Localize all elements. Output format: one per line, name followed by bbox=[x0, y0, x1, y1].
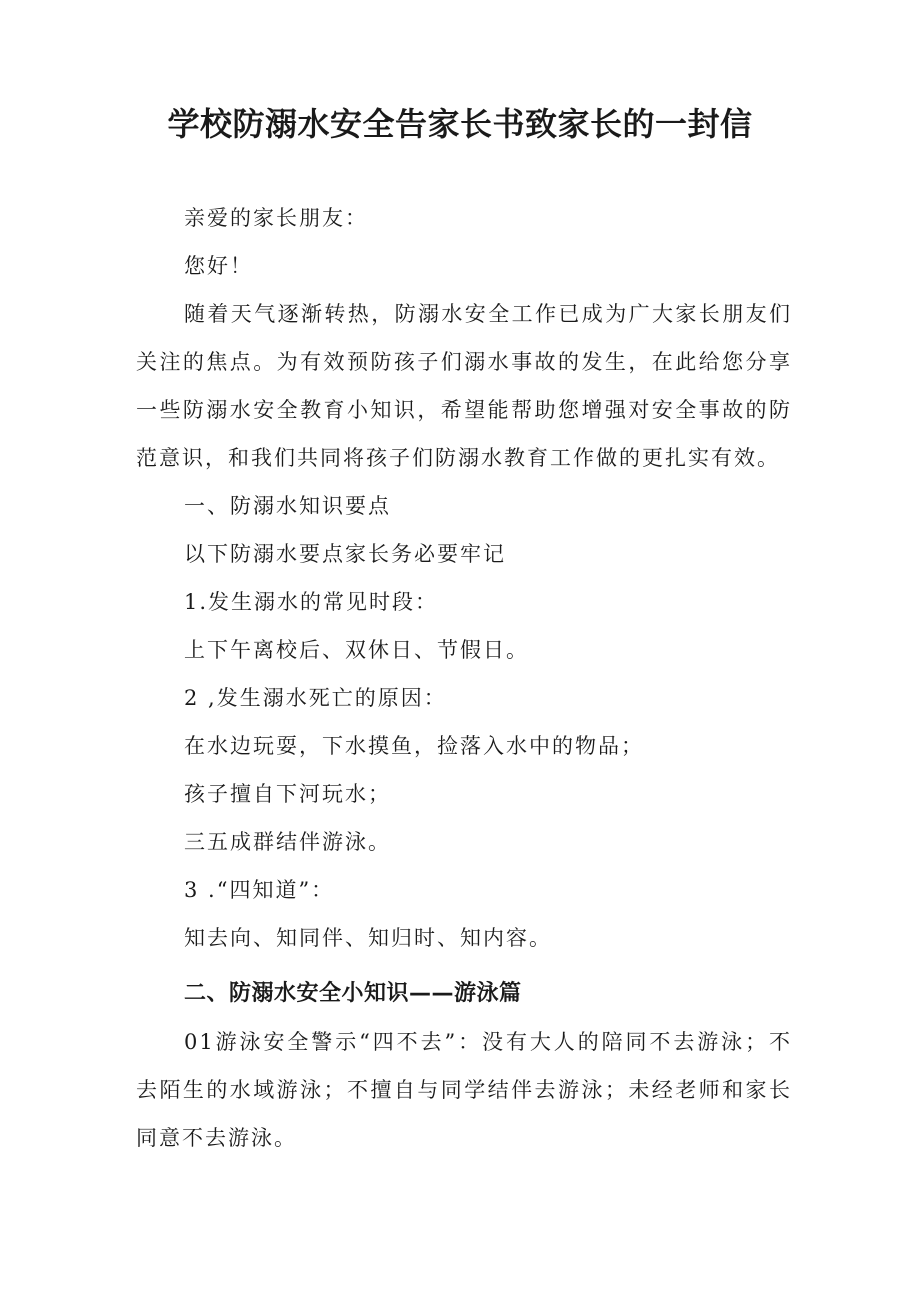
item-1-heading: 1.发生溺水的常见时段： bbox=[184, 590, 439, 614]
document-title: 学校防溺水安全告家长书致家长的一封信 bbox=[167, 105, 753, 143]
item-3-text: 知去向、知同伴、知归时、知内容。 bbox=[184, 926, 552, 950]
section-2-point-1: 01游泳安全警示“四不去”：没有大人的陪同不去游泳；不去陌生的水域游泳；不擅自与同学结伴去游泳；未经老师和家长同意不去游泳。 bbox=[136, 1030, 792, 1150]
item-2-reason: 孩子擅自下河玩水； bbox=[184, 782, 391, 806]
section-1-heading: 一、防溺水知识要点 bbox=[184, 494, 391, 518]
greeting: 您好！ bbox=[184, 254, 253, 278]
item-3-heading: 3 .“四知道”： bbox=[184, 878, 335, 902]
item-1-text: 上下午离校后、双休日、节假日。 bbox=[184, 638, 529, 662]
item-2-reason: 三五成群结伴游泳。 bbox=[184, 830, 391, 854]
section-1-lead: 以下防溺水要点家长务必要牢记 bbox=[184, 542, 506, 566]
intro-paragraph: 随着天气逐渐转热，防溺水安全工作已成为广大家长朋友们关注的焦点。为有效预防孩子们溺水事故的发生，在此给您分享一些防溺水安全教育小知识，希望能帮助您增强对安全事故的防范意识，和我们共同将孩子们防溺水教育工作做的更扎实有效。 bbox=[136, 302, 792, 470]
item-2-reason: 在水边玩耍，下水摸鱼，捡落入水中的物品； bbox=[184, 734, 644, 758]
letter-body bbox=[136, 194, 792, 1162]
salutation: 亲爱的家长朋友： bbox=[184, 206, 368, 230]
item-2-heading: 2 ,发生溺水死亡的原因： bbox=[184, 686, 447, 710]
section-2-heading: 二、防溺水安全小知识——游泳篇 bbox=[184, 981, 522, 1006]
